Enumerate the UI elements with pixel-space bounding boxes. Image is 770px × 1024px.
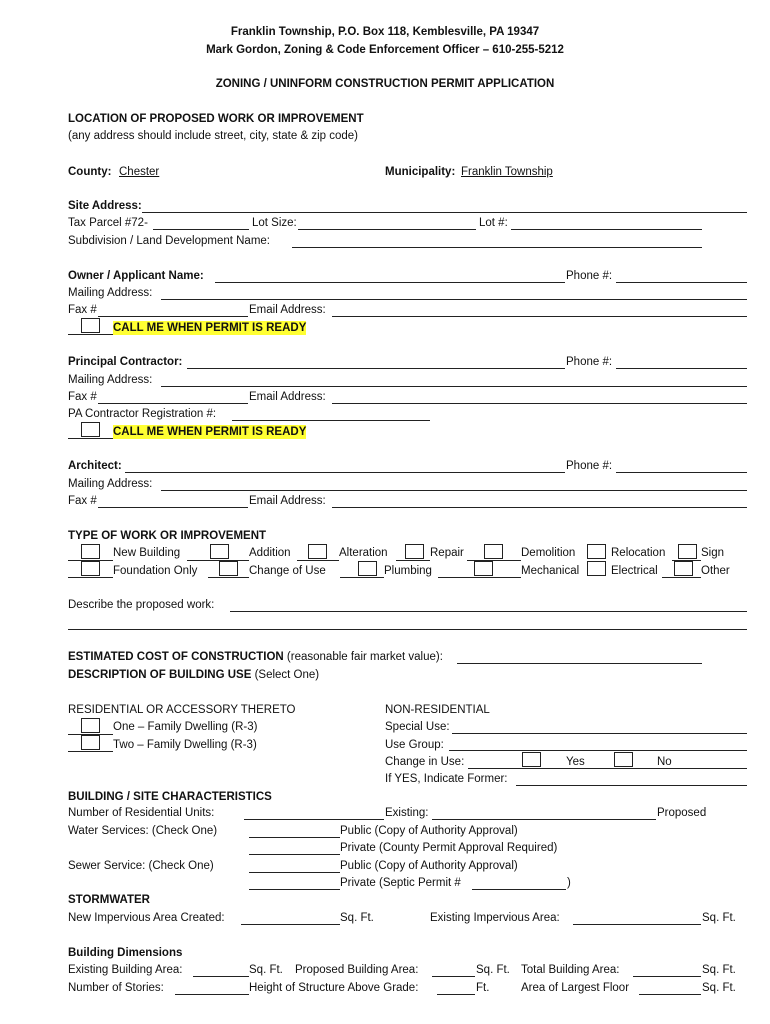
foundation-only-label: Foundation Only [113,565,198,577]
owner-email-field[interactable] [332,316,747,317]
units-label: Number of Residential Units: [68,807,215,819]
sewer-public-label: Public (Copy of Authority Approval) [340,860,518,872]
water-public-label: Public (Copy of Authority Approval) [340,825,518,837]
water-private-label: Private (County Permit Approval Required) [340,842,558,854]
water-label: Water Services: (Check One) [68,825,218,837]
new-building-label: New Building [113,547,181,559]
existing-area-label: Existing Building Area: [68,964,183,976]
describe-work-field[interactable] [230,611,747,612]
special-use-field[interactable] [452,733,747,734]
site-heading: BUILDING / SITE CHARACTERISTICS [68,791,272,803]
municipality-label: Municipality: [385,166,456,178]
change-of-use-label: Change of Use [249,565,326,577]
architect-phone-label: Phone #: [566,460,613,472]
contractor-fax-label: Fax # [68,391,97,403]
stories-label: Number of Stories: [68,982,164,994]
new-impervious-field[interactable] [241,924,340,925]
contractor-phone-field[interactable] [616,368,747,369]
plumbing-label: Plumbing [384,565,432,577]
proposed-area-label: Proposed Building Area: [295,964,419,976]
change-of-use-checkbox[interactable] [219,561,238,576]
subdivision-field[interactable] [292,247,702,248]
owner-name-label: Owner / Applicant Name: [68,270,204,282]
site-address-field[interactable] [142,212,747,213]
describe-work-field-2[interactable] [68,629,747,630]
septic-permit-close: ) [567,877,571,889]
contractor-call-checkbox[interactable] [81,422,100,437]
height-unit: Ft. [476,982,490,994]
units-field[interactable] [244,819,384,820]
demolition-label: Demolition [521,547,576,559]
owner-phone-label: Phone #: [566,270,613,282]
owner-call-label: CALL ME WHEN PERMIT IS READY [113,322,307,334]
height-field[interactable] [437,994,475,995]
contractor-email-field[interactable] [332,403,747,404]
total-area-unit: Sq. Ft. [702,964,736,976]
work-line [208,577,249,578]
work-line [396,560,430,561]
electrical-label: Electrical [611,565,658,577]
existing-area-field[interactable] [193,976,249,977]
repair-label: Repair [430,547,464,559]
sign-label: Sign [701,547,725,559]
water-private-field[interactable] [249,854,340,855]
work-type-heading: TYPE OF WORK OR IMPROVEMENT [68,530,267,542]
contractor-name-field[interactable] [187,368,565,369]
change-in-use-no-checkbox[interactable] [614,752,633,767]
change-in-use-yes-checkbox[interactable] [522,752,541,767]
architect-mailing-field[interactable] [161,490,747,491]
contractor-phone-label: Phone #: [566,356,613,368]
describe-work-label: Describe the proposed work: [68,599,215,611]
two-family-checkbox[interactable] [81,735,100,750]
lot-number-field[interactable] [511,229,702,230]
former-use-label: If YES, Indicate Former: [385,773,508,785]
height-label: Height of Structure Above Grade: [249,982,419,994]
existing-area-unit: Sq. Ft. [249,964,283,976]
existing-impervious-field[interactable] [573,924,701,925]
contractor-mailing-field[interactable] [161,386,747,387]
owner-mailing-label: Mailing Address: [68,287,153,299]
largest-floor-label: Area of Largest Floor [521,982,630,994]
work-line [297,560,339,561]
change-in-use-line [468,768,747,769]
lot-size-field[interactable] [298,229,476,230]
cost-heading: ESTIMATED COST OF CONSTRUCTION [68,651,284,663]
units-proposed-label: Proposed [657,807,707,819]
septic-permit-field[interactable] [472,889,566,890]
relocation-label: Relocation [611,547,666,559]
location-heading: LOCATION OF PROPOSED WORK OR IMPROVEMENT [68,113,364,125]
total-area-label: Total Building Area: [521,964,620,976]
site-address-label: Site Address: [68,200,142,212]
cost-row [68,650,443,664]
owner-call-checkbox[interactable] [81,318,100,333]
demolition-checkbox[interactable] [484,544,503,559]
two-family-label: Two – Family Dwelling (R-3) [113,739,257,751]
owner-email-label: Email Address: [249,304,326,316]
change-in-use-label: Change in Use: [385,756,465,768]
work-line [438,577,521,578]
architect-email-field[interactable] [332,507,747,508]
architect-mailing-label: Mailing Address: [68,478,153,490]
lot-number-label: Lot #: [479,217,508,229]
use-note: (Select One) [251,669,320,681]
use-row [68,668,319,682]
subdivision-label: Subdivision / Land Development Name: [68,235,271,247]
county-value[interactable]: Chester [119,166,160,178]
proposed-area-field[interactable] [432,976,475,977]
nonres-heading: NON-RESIDENTIAL [385,704,490,716]
architect-fax-label: Fax # [68,495,97,507]
residential-heading: RESIDENTIAL OR ACCESSORY THERETO [68,704,296,716]
largest-floor-field[interactable] [639,994,701,995]
mechanical-checkbox[interactable] [474,561,493,576]
sewer-public-field[interactable] [249,872,340,873]
tax-parcel-label: Tax Parcel #72- [68,217,148,229]
architect-name-label: Architect: [68,460,122,472]
contractor-call-line [68,438,113,439]
use-heading: DESCRIPTION OF BUILDING USE [68,669,252,681]
county-label: County: [68,166,112,178]
electrical-checkbox[interactable] [587,561,606,576]
page-title: ZONING / UNINFORM CONSTRUCTION PERMIT APPLICATION [215,78,555,90]
architect-fax-field[interactable] [98,507,248,508]
foundation-only-checkbox[interactable] [81,561,100,576]
one-family-checkbox[interactable] [81,718,100,733]
existing-impervious-unit: Sq. Ft. [702,912,736,924]
sign-checkbox[interactable] [678,544,697,559]
owner-call-line [68,334,113,335]
addition-label: Addition [249,547,291,559]
architect-phone-field[interactable] [616,472,747,473]
new-impervious-unit: Sq. Ft. [340,912,374,924]
change-in-use-no-label: No [657,756,672,768]
total-area-field[interactable] [633,976,701,977]
work-line [662,577,701,578]
contractor-registration-field[interactable] [232,420,430,421]
former-use-field[interactable] [516,785,747,786]
use-group-label: Use Group: [385,739,444,751]
work-line [187,560,249,561]
contractor-fax-field[interactable] [98,403,248,404]
owner-mailing-field[interactable] [161,299,747,300]
other-label: Other [701,565,730,577]
municipality-value[interactable]: Franklin Township [461,166,553,178]
alteration-label: Alteration [339,547,388,559]
sewer-private-field[interactable] [249,889,340,890]
contractor-mailing-label: Mailing Address: [68,374,153,386]
architect-email-label: Email Address: [249,495,326,507]
other-checkbox[interactable] [674,561,693,576]
cost-note: (reasonable fair market value): [283,651,443,663]
owner-fax-field[interactable] [98,316,248,317]
header-officer: Mark Gordon, Zoning & Code Enforcement Officer – 610-255-5212 [206,44,564,56]
units-existing-field[interactable] [432,819,656,820]
lot-size-label: Lot Size: [252,217,297,229]
proposed-area-unit: Sq. Ft. [476,964,510,976]
relocation-checkbox[interactable] [587,544,606,559]
sewer-label: Sewer Service: (Check One) [68,860,214,872]
owner-phone-field[interactable] [616,282,747,283]
units-existing-label: Existing: [385,807,429,819]
new-impervious-label: New Impervious Area Created: [68,912,225,924]
stories-field[interactable] [175,994,249,995]
dimensions-heading: Building Dimensions [68,947,183,959]
cost-field[interactable] [457,663,702,664]
sewer-private-label: Private (Septic Permit # [340,877,461,889]
owner-fax-label: Fax # [68,304,97,316]
contractor-registration-label: PA Contractor Registration #: [68,408,217,420]
one-family-label: One – Family Dwelling (R-3) [113,721,258,733]
residential-line [68,751,113,752]
contractor-name-label: Principal Contractor: [68,356,183,368]
special-use-label: Special Use: [385,721,450,733]
contractor-email-label: Email Address: [249,391,326,403]
largest-floor-unit: Sq. Ft. [702,982,736,994]
contractor-call-label: CALL ME WHEN PERMIT IS READY [113,426,307,438]
new-building-checkbox[interactable] [81,544,100,559]
work-line [68,577,113,578]
water-public-field[interactable] [249,837,340,838]
stormwater-heading: STORMWATER [68,894,150,906]
location-note: (any address should include street, city, state & zip code) [68,130,358,142]
work-line [340,577,384,578]
alteration-checkbox[interactable] [308,544,327,559]
change-in-use-yes-label: Yes [566,756,585,768]
existing-impervious-label: Existing Impervious Area: [430,912,560,924]
owner-name-field[interactable] [215,282,565,283]
architect-name-field[interactable] [125,472,565,473]
header-address: Franklin Township, P.O. Box 118, Kemblesville, PA 19347 [230,26,540,38]
addition-checkbox[interactable] [210,544,229,559]
mechanical-label: Mechanical [521,565,580,577]
tax-parcel-field[interactable] [153,229,249,230]
use-group-field[interactable] [449,750,747,751]
repair-checkbox[interactable] [405,544,424,559]
plumbing-checkbox[interactable] [358,561,377,576]
